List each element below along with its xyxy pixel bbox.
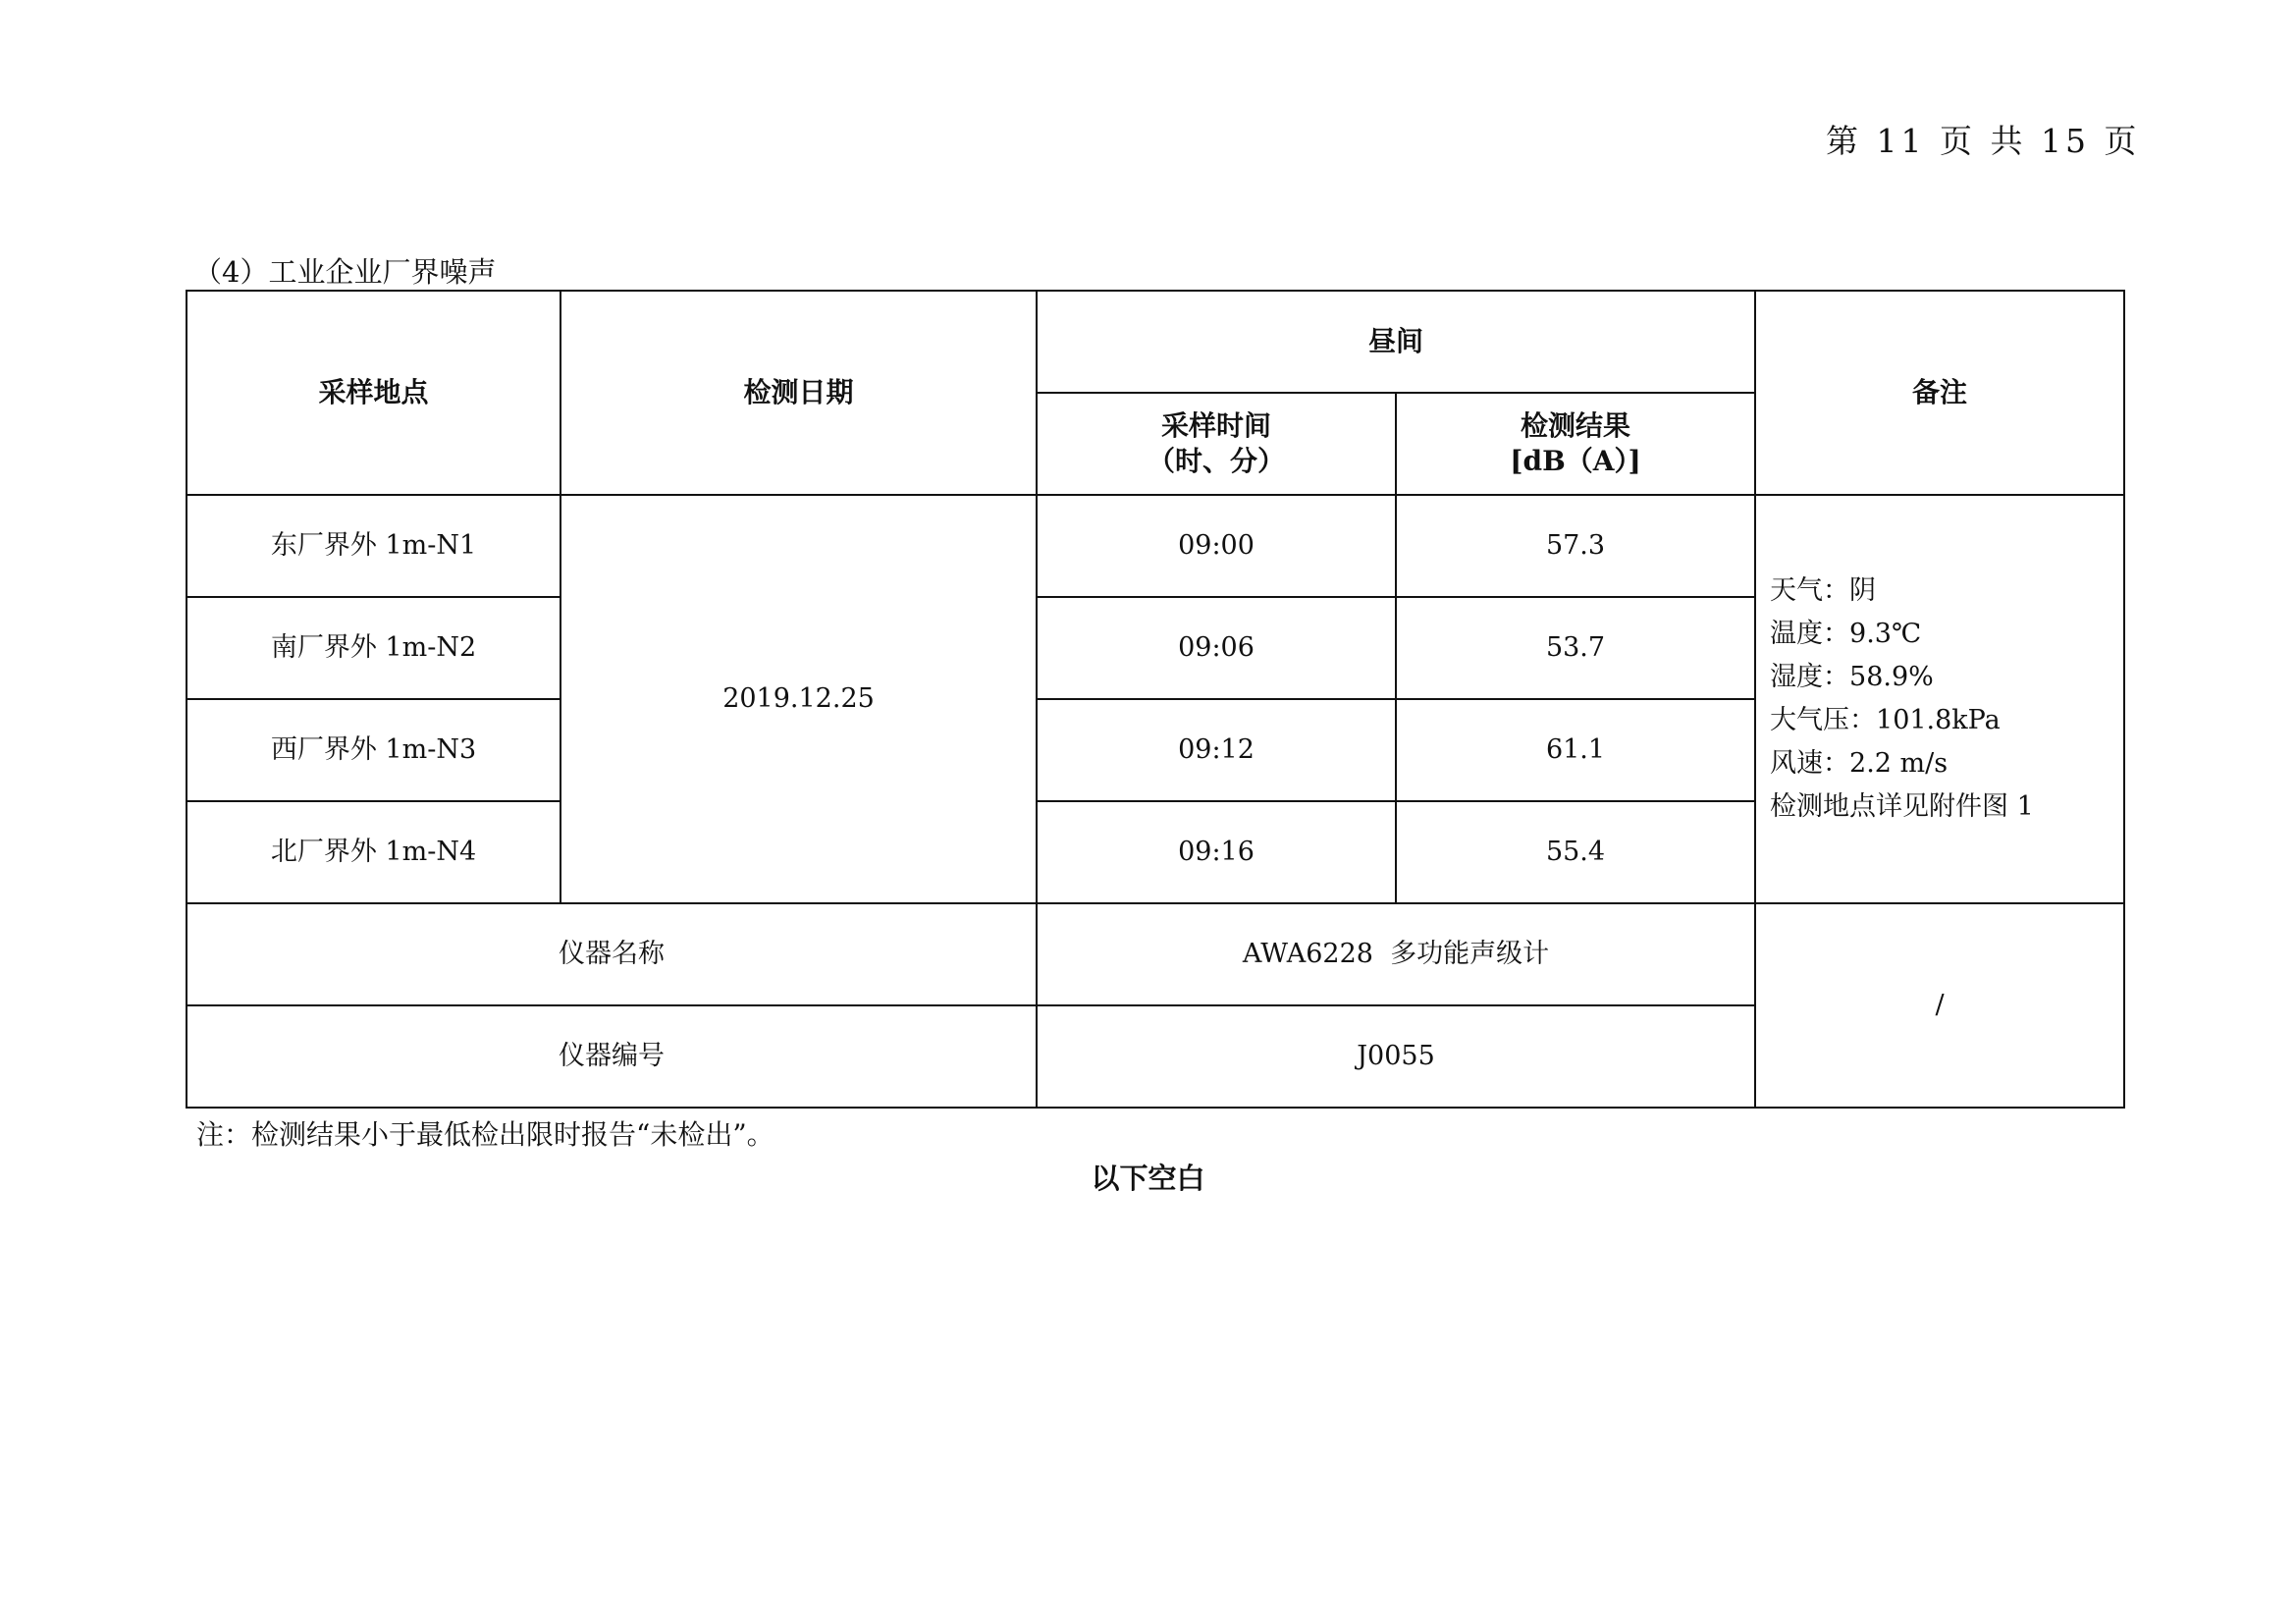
time-cell: 09:00: [1037, 495, 1396, 597]
instrument-name-value: AWA6228 多功能声级计: [1037, 903, 1755, 1005]
instrument-id-value: J0055: [1037, 1005, 1755, 1108]
end-marker: 以下空白: [1091, 1162, 1205, 1195]
remark-wind: 风速：2.2 m/s: [1770, 748, 1949, 779]
instrument-name-row: [187, 903, 2124, 1005]
time-cell: 09:12: [1037, 699, 1396, 801]
location-cell: 南厂界外 1m-N2: [187, 597, 561, 699]
header-sample-time-line2: （时、分）: [1147, 445, 1285, 477]
remark-humidity: 湿度：58.9%: [1770, 662, 1934, 692]
remark-pressure: 大气压：101.8kPa: [1770, 705, 2001, 735]
header-location: 采样地点: [187, 291, 561, 495]
header-result-line1: 检测结果: [1521, 409, 1631, 442]
header-remark: 备注: [1755, 291, 2124, 495]
instrument-name-label: 仪器名称: [187, 903, 1037, 1005]
noise-table: [186, 290, 2125, 1109]
date-cell: 2019.12.25: [561, 495, 1037, 903]
header-result: [1396, 393, 1755, 495]
header-result-line2: [dB（A）]: [1510, 445, 1641, 477]
remark-weather: 天气：阴: [1770, 575, 1877, 606]
result-cell: 55.4: [1396, 801, 1755, 903]
instrument-id-label: 仪器编号: [187, 1005, 1037, 1108]
result-cell: 57.3: [1396, 495, 1755, 597]
location-cell: 东厂界外 1m-N1: [187, 495, 561, 597]
header-date: 检测日期: [561, 291, 1037, 495]
header-sample-time-line1: 采样时间: [1160, 409, 1271, 442]
remark-cell: [1755, 495, 2124, 903]
remark-location-ref: 检测地点详见附件图 1: [1770, 791, 2034, 822]
header-sample-time: [1037, 393, 1396, 495]
remark-temperature: 温度：9.3℃: [1770, 619, 1922, 649]
header-row-1: [187, 291, 2124, 393]
location-cell: 西厂界外 1m-N3: [187, 699, 561, 801]
location-cell: 北厂界外 1m-N4: [187, 801, 561, 903]
time-cell: 09:06: [1037, 597, 1396, 699]
result-cell: 61.1: [1396, 699, 1755, 801]
footnote: 注：检测结果小于最低检出限时报告“未检出”。: [196, 1118, 774, 1151]
page-number: 第 11 页 共 15 页: [1826, 122, 2141, 160]
table-row: [187, 495, 2124, 597]
result-cell: 53.7: [1396, 597, 1755, 699]
section-title: （4）工业企业厂界噪声: [193, 255, 497, 289]
time-cell: 09:16: [1037, 801, 1396, 903]
instrument-remark: /: [1755, 903, 2124, 1108]
header-daytime: 昼间: [1037, 291, 1755, 393]
